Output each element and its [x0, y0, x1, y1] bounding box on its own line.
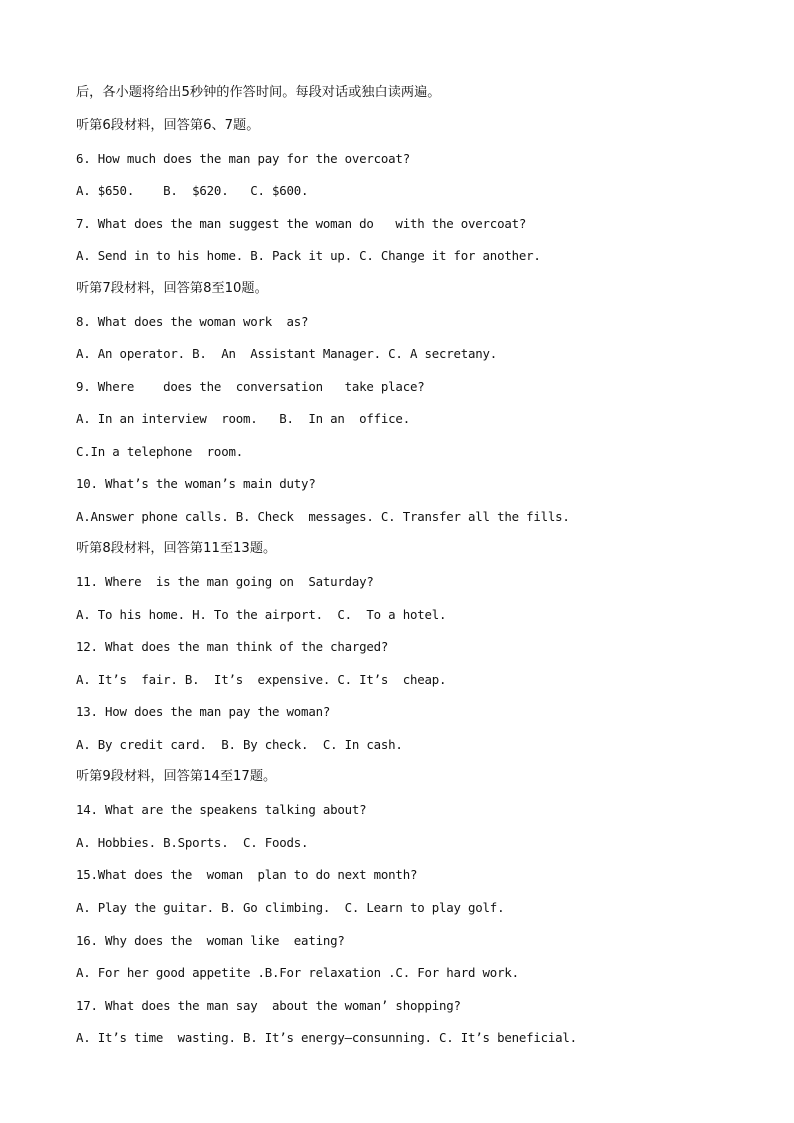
options-12: A. It’s fair. B. It’s expensive. C. It’s cheap.	[76, 672, 447, 687]
options-10: A.Answer phone calls. B. Check messages. C. Transfer all the fills.	[76, 509, 570, 524]
options-9-continued: C.In a telephone room.	[76, 444, 243, 459]
question-13: 13. How does the man pay the woman?	[76, 704, 331, 719]
section-heading-7: 听第7段材料，回答第8至10题。	[76, 281, 268, 296]
options-16: A. For her good appetite .B.For relaxation .C. For hard work.	[76, 965, 519, 980]
section-heading-6: 听第6段材料，回答第6、7题。	[76, 118, 260, 133]
question-12: 12. What does the man think of the charged?	[76, 639, 389, 654]
question-11: 11. Where is the man going on Saturday?	[76, 574, 374, 589]
question-15: 15.What does the woman plan to do next month?	[76, 867, 418, 882]
options-9: A. In an interview room. B. In an office.	[76, 411, 410, 426]
options-6: A. $650. B. $620. C. $600.	[76, 183, 309, 198]
question-10: 10. What’s the woman’s main duty?	[76, 476, 316, 491]
question-9: 9. Where does the conversation take place?	[76, 379, 425, 394]
options-11: A. To his home. H. To the airport. C. To a hotel.	[76, 607, 447, 622]
options-14: A. Hobbies. B.Sports. C. Foods.	[76, 835, 309, 850]
options-13: A. By credit card. B. By check. C. In cash.	[76, 737, 403, 752]
options-15: A. Play the guitar. B. Go climbing. C. Learn to play golf.	[76, 900, 505, 915]
question-16: 16. Why does the woman like eating?	[76, 933, 345, 948]
options-7: A. Send in to his home. B. Pack it up. C. Change it for another.	[76, 248, 541, 263]
question-7: 7. What does the man suggest the woman do with the overcoat?	[76, 216, 527, 231]
options-17: A. It’s time wasting. B. It’s energy—consunning. C. It’s beneficial.	[76, 1030, 577, 1045]
question-14: 14. What are the speakens talking about?	[76, 802, 367, 817]
question-17: 17. What does the man say about the woman’ shopping?	[76, 998, 461, 1013]
question-8: 8. What does the woman work as?	[76, 314, 309, 329]
options-8: A. An operator. B. An Assistant Manager. C. A secretany.	[76, 346, 498, 361]
intro-instruction-line: 后，各小题将给出5秒钟的作答时间。每段对话或独白读两遍。	[76, 85, 441, 100]
section-heading-8: 听第8段材料，回答第11至13题。	[76, 541, 277, 556]
section-heading-9: 听第9段材料，回答第14至17题。	[76, 769, 277, 784]
question-6: 6. How much does the man pay for the overcoat?	[76, 151, 410, 166]
